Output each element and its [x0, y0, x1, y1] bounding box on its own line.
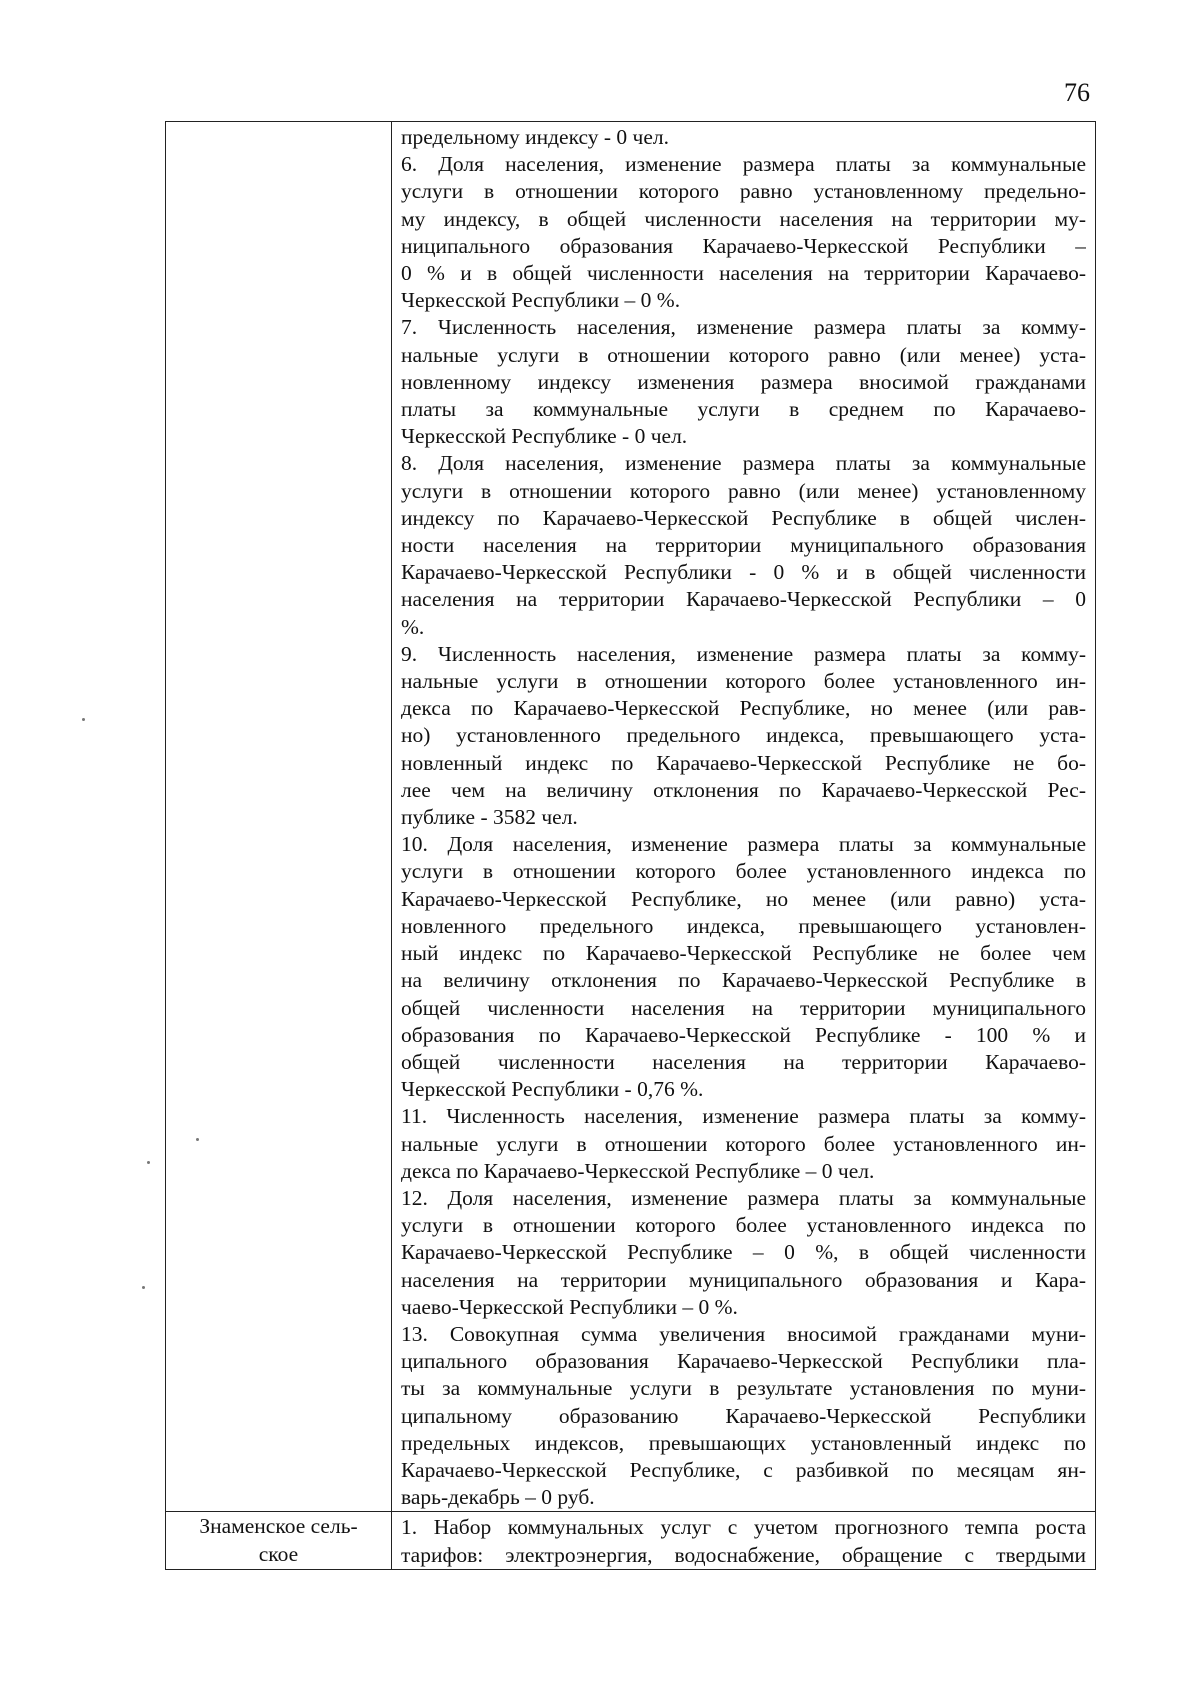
text-line: новленного предельного индекса, превышающего установлен-	[401, 913, 1086, 938]
indicator-paragraph	[401, 1103, 1086, 1185]
text-line: Черкесской Республики - 0,76 %.	[401, 1077, 704, 1102]
text-line: му индексу, в общей численности населения на территории му-	[401, 206, 1086, 231]
scan-speck	[82, 718, 85, 721]
text-line: услуги в отношении которого более установленного индекса по	[401, 859, 1086, 884]
text-line: ниципального образования Карачаево-Черкесской Республики –	[401, 233, 1086, 258]
indicator-paragraph	[401, 1321, 1086, 1511]
text-line: варь-декабрь – 0 руб.	[401, 1485, 595, 1510]
indicator-paragraph	[401, 641, 1086, 831]
text-line: населения на территории Карачаево-Черкесской Республики – 0	[401, 587, 1086, 612]
municipality-name-line: ское	[258, 1541, 299, 1566]
text-line: ты за коммунальные услуги в результате установления по муни-	[401, 1376, 1086, 1401]
text-line: 8. Доля населения, изменение размера платы за коммунальные	[401, 451, 1086, 476]
text-line: населения на территории муниципального образования и Кара-	[401, 1267, 1086, 1292]
text-line: 10. Доля населения, изменение размера платы за коммунальные	[401, 832, 1086, 857]
text-line: декса по Карачаево-Черкесской Республике – 0 чел.	[401, 1158, 875, 1183]
text-line: %.	[401, 614, 425, 639]
indicator-paragraph	[401, 1185, 1086, 1321]
text-line: нальные услуги в отношении которого более установленного ин-	[401, 1131, 1086, 1156]
text-line: 0 % и в общей численности населения на территории Карачаево-	[401, 261, 1086, 286]
text-line: на величину отклонения по Карачаево-Черкесской Республике в	[401, 968, 1086, 993]
text-line: Карачаево-Черкесской Республике, с разбивкой по месяцам ян-	[401, 1457, 1086, 1482]
text-line: новленный индекс по Карачаево-Черкесской Республике не бо-	[401, 750, 1086, 775]
scan-speck	[142, 1286, 145, 1289]
scan-speck	[147, 1161, 150, 1164]
text-line: предельных индексов, превышающих установленный индекс по	[401, 1430, 1086, 1455]
text-line: услуги в отношении которого равно установленному предельно-	[401, 179, 1086, 204]
indicators-cell	[392, 1512, 1096, 1569]
text-line: чаево-Черкесской Республики – 0 %.	[401, 1294, 738, 1319]
text-line: но) установленного предельного индекса, превышающего уста-	[401, 723, 1086, 748]
text-line: образования по Карачаево-Черкесской Республике - 100 % и	[401, 1022, 1086, 1047]
text-line: Черкесской Республике - 0 чел.	[401, 424, 688, 449]
text-line: лее чем на величину отклонения по Карачаево-Черкесской Рес-	[401, 777, 1086, 802]
text-line: услуги в отношении которого равно (или менее) установленному	[401, 478, 1086, 503]
text-line: нальные услуги в отношении которого равно (или менее) уста-	[401, 342, 1086, 367]
text-line: публике - 3582 чел.	[401, 805, 578, 830]
text-line: общей численности населения на территории Карачаево-	[401, 1049, 1086, 1074]
page-number: 76	[1064, 78, 1090, 107]
text-line: общей численности населения на территории муниципального	[401, 995, 1086, 1020]
text-line: нальные услуги в отношении которого более установленного ин-	[401, 669, 1086, 694]
table-row	[166, 1512, 1096, 1569]
indicator-paragraph	[401, 151, 1086, 314]
indicators-table	[165, 121, 1096, 1570]
indicator-paragraph	[401, 124, 1086, 151]
text-line: услуги в отношении которого более установленного индекса по	[401, 1213, 1086, 1238]
text-line: платы за коммунальные услуги в среднем по Карачаево-	[401, 397, 1086, 422]
indicator-paragraph	[401, 450, 1086, 640]
text-line: 11. Численность населения, изменение размера платы за комму-	[401, 1104, 1086, 1129]
text-line: 1. Набор коммунальных услуг с учетом прогнозного темпа роста	[401, 1515, 1086, 1540]
text-line: декса по Карачаево-Черкесской Республике, но менее (или рав-	[401, 696, 1086, 721]
text-line: Карачаево-Черкесской Республике – 0 %, в общей численности	[401, 1240, 1086, 1265]
text-line: Карачаево-Черкесской Республике, но менее (или равно) уста-	[401, 886, 1086, 911]
municipality-name-line: Знаменское сель-	[199, 1514, 358, 1539]
indicator-paragraph	[401, 831, 1086, 1103]
indicator-paragraph	[401, 1514, 1086, 1568]
text-line: предельному индексу - 0 чел.	[401, 125, 670, 149]
text-line: Карачаево-Черкесской Республики - 0 % и в общей численности	[401, 560, 1086, 585]
text-line: 13. Совокупная сумма увеличения вносимой гражданами муни-	[401, 1321, 1086, 1346]
indicator-paragraph	[401, 314, 1086, 450]
text-line: новленному индексу изменения размера вносимой гражданами	[401, 369, 1086, 394]
table-row	[166, 122, 1096, 1512]
text-line: Черкесской Республики – 0 %.	[401, 288, 681, 313]
text-line: 7. Численность населения, изменение размера платы за комму-	[401, 315, 1086, 340]
text-line: ный индекс по Карачаево-Черкесской Республике не более чем	[401, 941, 1086, 966]
municipality-name-cell	[166, 1512, 392, 1569]
text-line: ципального образования Карачаево-Черкесской Республики пла-	[401, 1349, 1086, 1374]
text-line: тарифов: электроэнергия, водоснабжение, обращение с твердыми	[401, 1542, 1086, 1567]
text-line: ципальному образованию Карачаево-Черкесской Республики	[401, 1403, 1086, 1428]
text-line: 6. Доля населения, изменение размера платы за коммунальные	[401, 152, 1086, 177]
text-line: 9. Численность населения, изменение размера платы за комму-	[401, 641, 1086, 666]
municipality-name-cell	[166, 122, 392, 1512]
text-line: 12. Доля населения, изменение размера платы за коммунальные	[401, 1185, 1086, 1210]
text-line: ности населения на территории муниципального образования	[401, 533, 1086, 558]
text-line: индексу по Карачаево-Черкесской Республике в общей числен-	[401, 505, 1086, 530]
indicators-cell	[392, 122, 1096, 1512]
